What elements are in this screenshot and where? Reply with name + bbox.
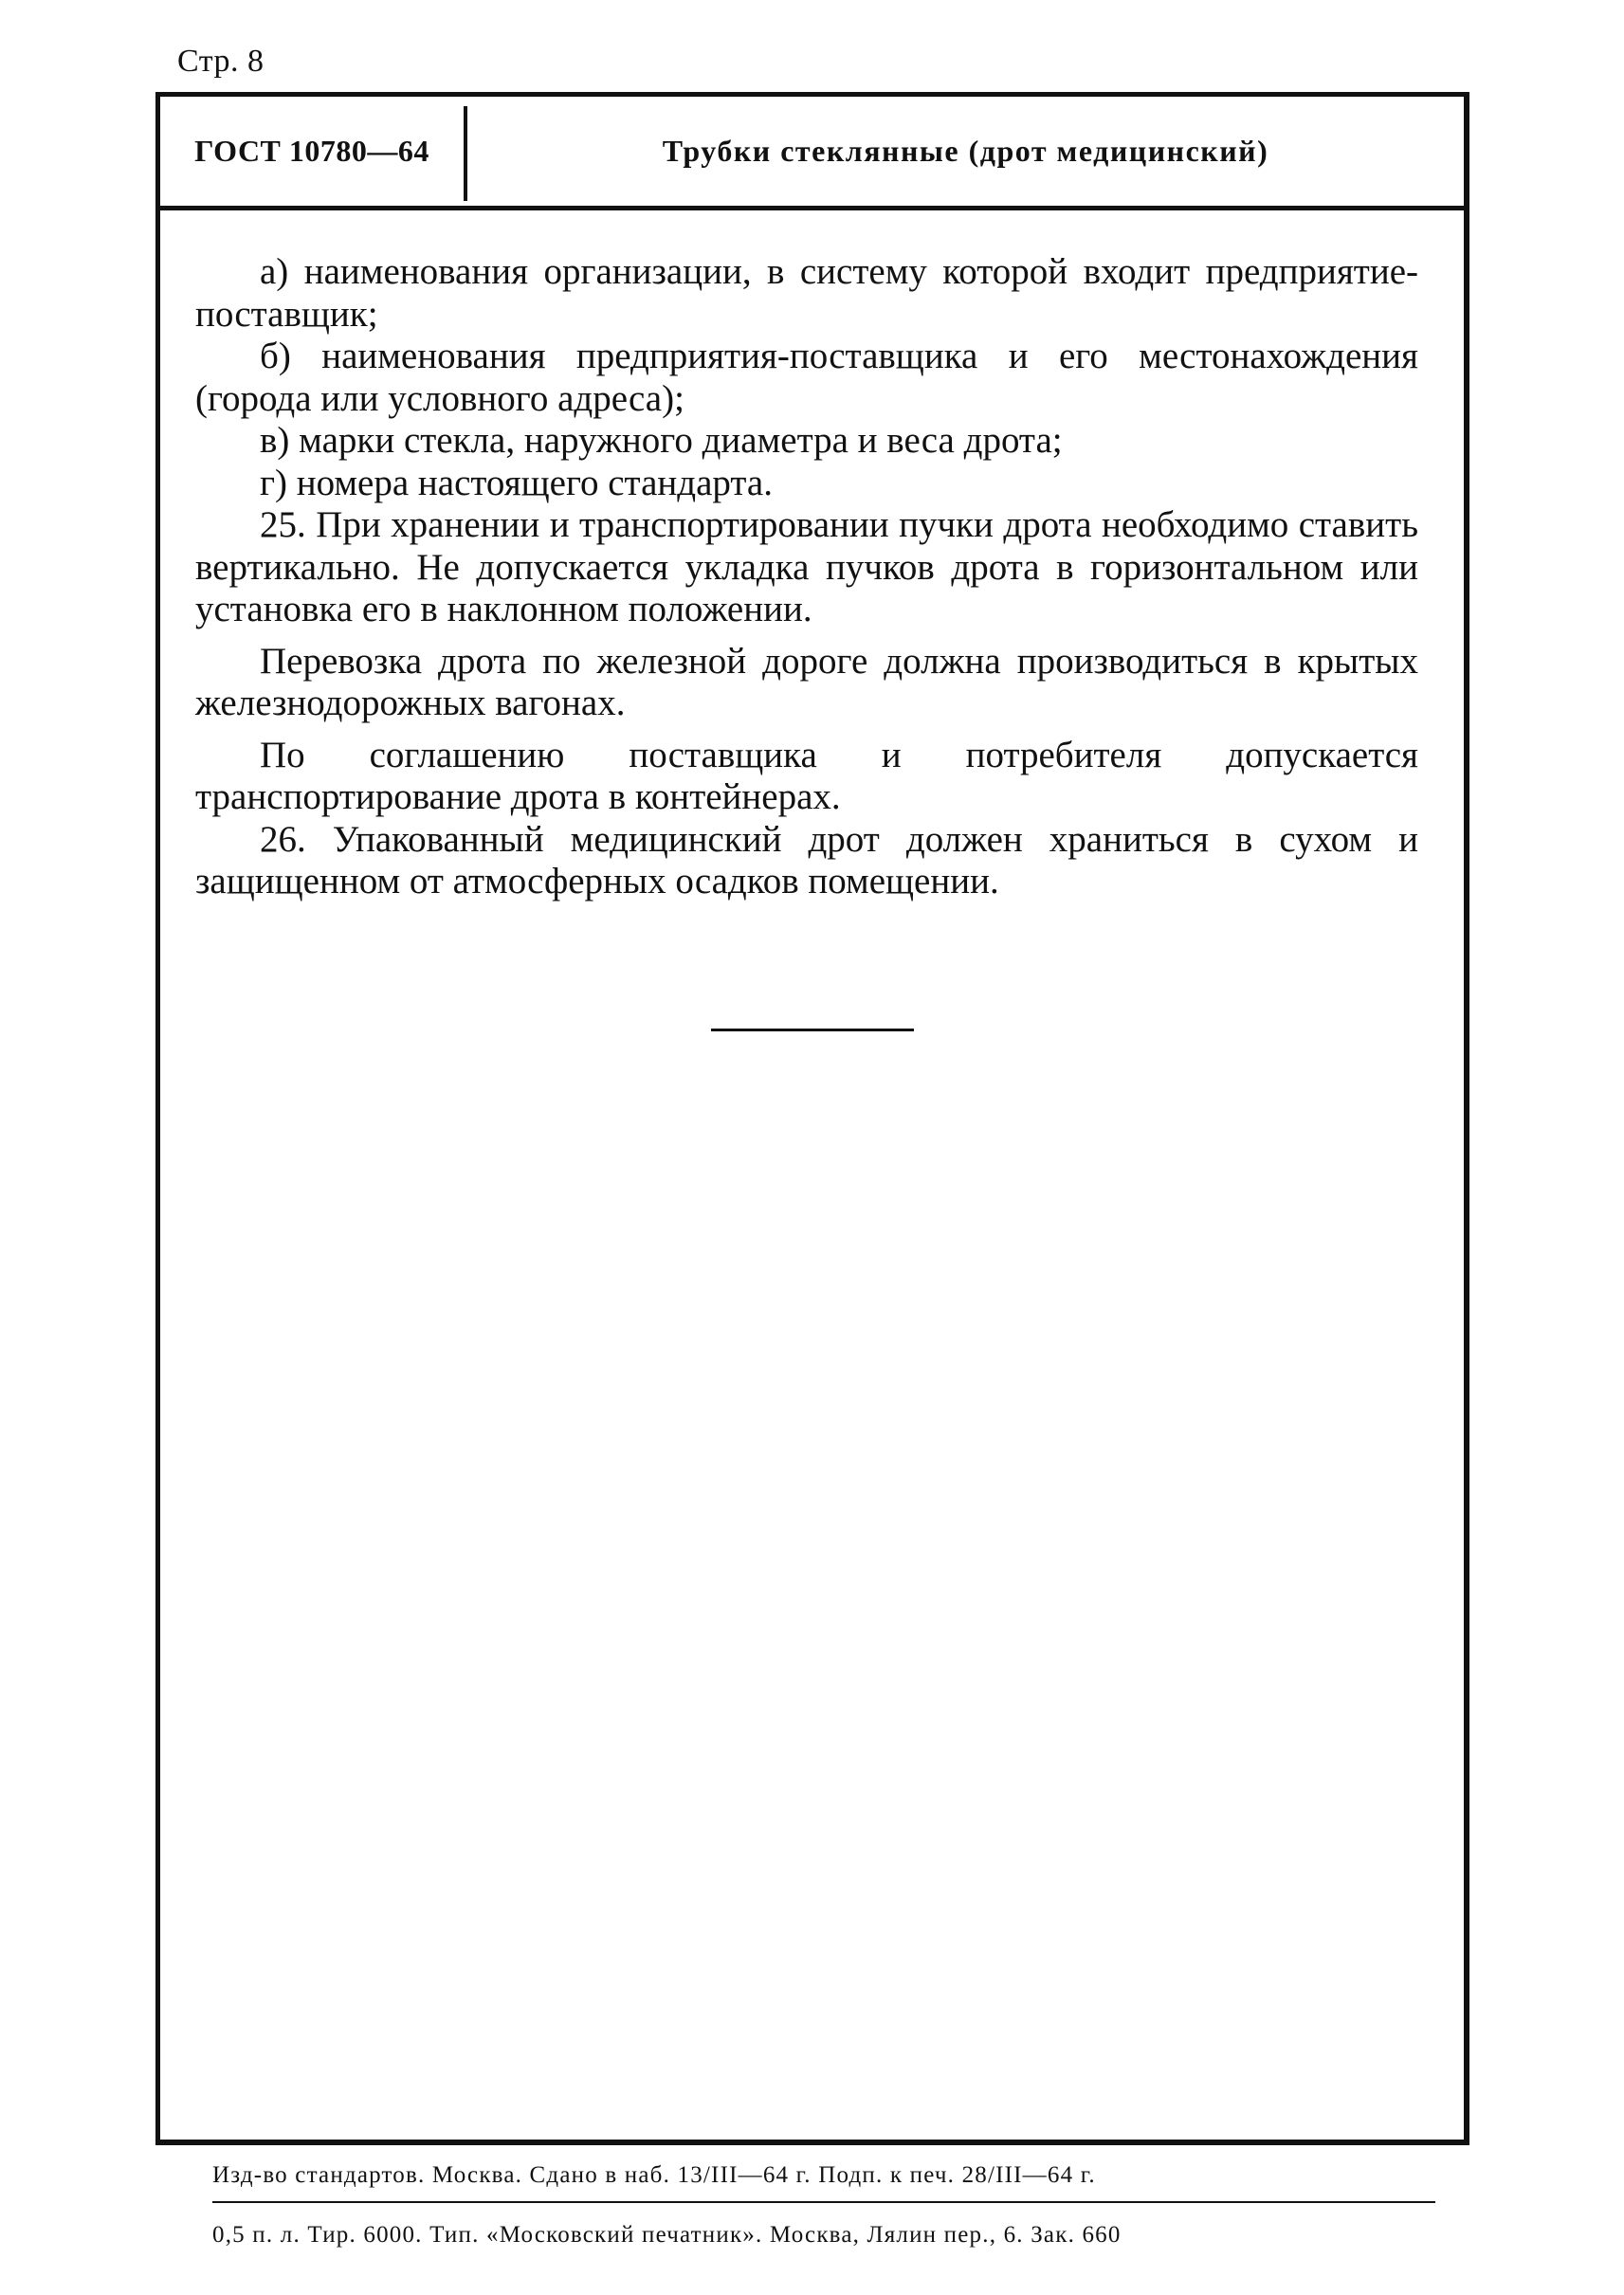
paragraph-rail-transport: Перевозка дрота по железной дороге должна производиться в крытых железнодорожных вагонах. xyxy=(195,640,1418,723)
paragraph-item-a: а) наименования организации, в систему которой входит предприятие-поставщик; xyxy=(195,251,1418,335)
imprint-line-1: Изд-во стандартов. Москва. Сдано в наб. 13/III—64 г. Подп. к печ. 28/III—64 г. xyxy=(212,2162,1096,2188)
paragraph-clause-26: 26. Упакованный медицинский дрот должен храниться в сухом и защищенном от атмосферных осадков помещении. xyxy=(195,818,1418,902)
body-text xyxy=(195,251,1418,903)
standard-title: Трубки стеклянные (дрот медицинский) xyxy=(662,134,1269,168)
paragraph-item-v: в) марки стекла, наружного диаметра и веса дрота; xyxy=(260,420,1063,461)
paragraph-item-b: б) наименования предприятия-поставщика и его местонахождения (города или условного адреса); xyxy=(195,336,1418,419)
page-number: Стр. 8 xyxy=(177,44,265,79)
paragraph-item-g: г) номера настоящего стандарта. xyxy=(260,462,773,503)
paragraph-clause-25: 25. При хранении и транспортировании пучки дрота необходимо ставить вертикально. Не допускается укладка пучков дрота в горизонтальном или установка его в наклонном положении. xyxy=(195,504,1418,629)
end-of-text-rule xyxy=(711,1029,914,1031)
header-row xyxy=(160,97,1464,210)
paragraph-container-transport: По соглашению поставщика и потребителя допускается транспортирование дрота в контейнерах. xyxy=(195,734,1418,817)
standard-code: ГОСТ 10780—64 xyxy=(194,134,429,168)
imprint-divider xyxy=(212,2201,1435,2203)
imprint-line-2: 0,5 п. л. Тир. 6000. Тип. «Московский печатник». Москва, Лялин пер., 6. Зак. 660 xyxy=(212,2222,1122,2248)
